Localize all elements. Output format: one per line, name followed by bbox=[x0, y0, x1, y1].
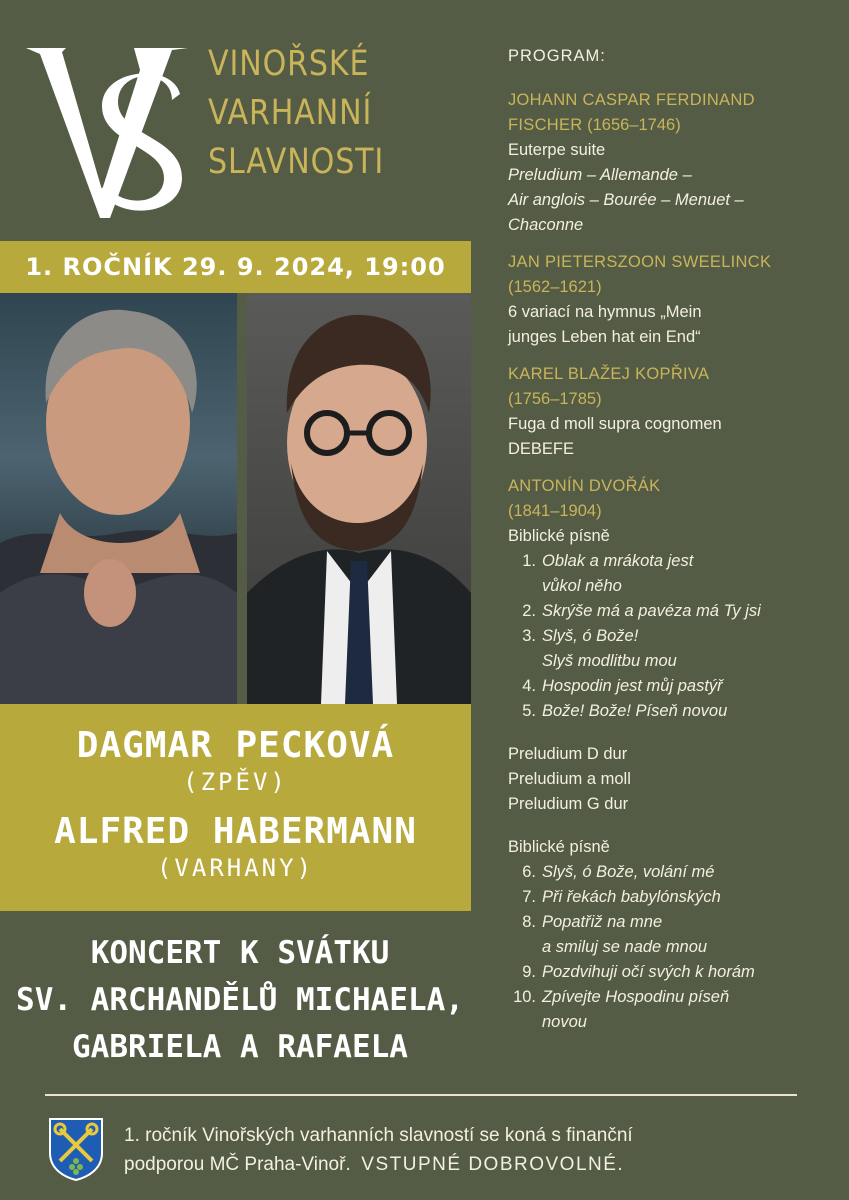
vs-monogram-icon bbox=[22, 40, 192, 220]
festival-title-line: SLAVNOSTI bbox=[208, 142, 385, 182]
concert-title-line: SV. ARCHANDĚLŮ MICHAELA, bbox=[16, 982, 464, 1018]
list-item bbox=[508, 985, 838, 1035]
concert-title bbox=[0, 930, 480, 1071]
program-item-kopriva bbox=[508, 362, 838, 462]
composer-years: (1562–1621) bbox=[508, 278, 602, 296]
song-title: Pozdvihuji očí svých k horám bbox=[542, 963, 755, 981]
program-item-dvorak bbox=[508, 474, 838, 1035]
song-title: Slyš, ó Bože, volání mé bbox=[542, 863, 715, 881]
song-number: 2. bbox=[522, 602, 536, 620]
songs-list-2 bbox=[508, 860, 838, 1035]
footer-divider bbox=[45, 1094, 797, 1096]
song-number: 6. bbox=[522, 863, 536, 881]
program-item-fischer bbox=[508, 88, 838, 238]
concert-title-line: GABRIELA A RAFAELA bbox=[72, 1029, 408, 1065]
list-item bbox=[508, 599, 838, 624]
edition-date-time: 1. ROČNÍK 29. 9. 2024, 19:00 bbox=[25, 253, 446, 281]
composer-years: (1656–1746) bbox=[587, 116, 681, 134]
work-movements: Preludium – Allemande – bbox=[508, 166, 692, 184]
song-title: Popatřiž na mne bbox=[542, 913, 663, 931]
work-movements: Air anglois – Bourée – Menuet – bbox=[508, 191, 744, 209]
work-title: Fuga d moll supra cognomen bbox=[508, 415, 722, 433]
performers-band bbox=[0, 704, 471, 911]
song-number: 1. bbox=[522, 552, 536, 570]
work-title: Biblické písně bbox=[508, 838, 610, 856]
free-admission-note: VSTUPNÉ DOBROVOLNÉ. bbox=[361, 1154, 625, 1175]
footer-line: podporou MČ Praha-Vinoř. bbox=[124, 1154, 351, 1175]
footer-line: 1. ročník Vinořských varhanních slavností se koná s finanční bbox=[124, 1125, 633, 1146]
song-title: Skrýše má a pavéza má Ty jsi bbox=[542, 602, 761, 620]
songs-list-1 bbox=[508, 549, 838, 724]
work-title: Biblické písně bbox=[508, 527, 610, 545]
concert-title-line: KONCERT K SVÁTKU bbox=[90, 935, 390, 971]
prelude-title: Preludium a moll bbox=[508, 770, 631, 788]
composer-years: (1841–1904) bbox=[508, 502, 602, 520]
photo-alfred-habermann bbox=[247, 293, 471, 704]
date-band bbox=[0, 241, 471, 293]
song-title: a smiluj se nade mnou bbox=[542, 938, 708, 956]
performer-name: ALFRED HABERMANN bbox=[54, 811, 417, 852]
song-number: 5. bbox=[522, 702, 536, 720]
song-title: Zpívejte Hospodinu píseň bbox=[542, 988, 730, 1006]
composer-name: JOHANN CASPAR FERDINAND bbox=[508, 91, 755, 109]
festival-title-line: VINOŘSKÉ bbox=[208, 44, 370, 84]
work-title: DEBEFE bbox=[508, 440, 575, 458]
vinor-crest-icon bbox=[48, 1117, 104, 1181]
work-title: junges Leben hat ein End“ bbox=[508, 328, 701, 346]
photo-dagmar-peckova bbox=[0, 293, 237, 704]
song-title: novou bbox=[542, 1013, 587, 1031]
song-number: 4. bbox=[522, 677, 536, 695]
song-number: 9. bbox=[522, 963, 536, 981]
work-movements: Chaconne bbox=[508, 216, 584, 234]
prelude-title: Preludium G dur bbox=[508, 795, 629, 813]
composer-name: FISCHER bbox=[508, 116, 583, 134]
performer-role: (ZPĚV) bbox=[183, 768, 288, 796]
song-number: 8. bbox=[522, 913, 536, 931]
song-title: Slyš, ó Bože! bbox=[542, 627, 639, 645]
singer-portrait-icon bbox=[0, 293, 237, 704]
performer-name: DAGMAR PECKOVÁ bbox=[76, 725, 395, 766]
composer-name: KAREL BLAŽEJ KOPŘIVA bbox=[508, 365, 710, 383]
composer-name: JAN PIETERSZOON SWEELINCK bbox=[508, 253, 772, 271]
work-title: 6 variací na hymnus „Mein bbox=[508, 303, 702, 321]
list-item bbox=[508, 699, 838, 724]
prelude-title: Preludium D dur bbox=[508, 745, 628, 763]
song-title: Hospodin jest můj pastýř bbox=[542, 677, 723, 695]
composer-name: ANTONÍN DVOŘÁK bbox=[508, 477, 661, 495]
song-title: Oblak a mrákota jest bbox=[542, 552, 694, 570]
program-column bbox=[508, 44, 838, 1047]
list-item bbox=[508, 549, 838, 599]
list-item bbox=[508, 674, 838, 699]
list-item bbox=[508, 960, 838, 985]
song-title: Slyš modlitbu mou bbox=[542, 652, 677, 670]
list-item bbox=[508, 910, 838, 960]
festival-title bbox=[208, 40, 384, 187]
work-title: Euterpe suite bbox=[508, 141, 606, 159]
organist-portrait-icon bbox=[247, 293, 471, 704]
list-item bbox=[508, 885, 838, 910]
festival-logo bbox=[22, 40, 192, 220]
program-item-sweelinck bbox=[508, 250, 838, 350]
composer-years: (1756–1785) bbox=[508, 390, 602, 408]
program-heading: PROGRAM: bbox=[508, 47, 606, 65]
song-number: 3. bbox=[522, 627, 536, 645]
list-item bbox=[508, 624, 838, 674]
song-title: Bože! Bože! Píseň novou bbox=[542, 702, 728, 720]
festival-title-line: VARHANNÍ bbox=[208, 93, 373, 133]
list-item bbox=[508, 860, 838, 885]
performer-role: (VARHANY) bbox=[156, 854, 315, 882]
footer-note bbox=[124, 1121, 824, 1179]
song-title: vůkol něho bbox=[542, 577, 622, 595]
song-number: 7. bbox=[522, 888, 536, 906]
song-title: Při řekách babylónských bbox=[542, 888, 721, 906]
photo-divider bbox=[237, 293, 247, 704]
song-number: 10. bbox=[513, 988, 536, 1006]
